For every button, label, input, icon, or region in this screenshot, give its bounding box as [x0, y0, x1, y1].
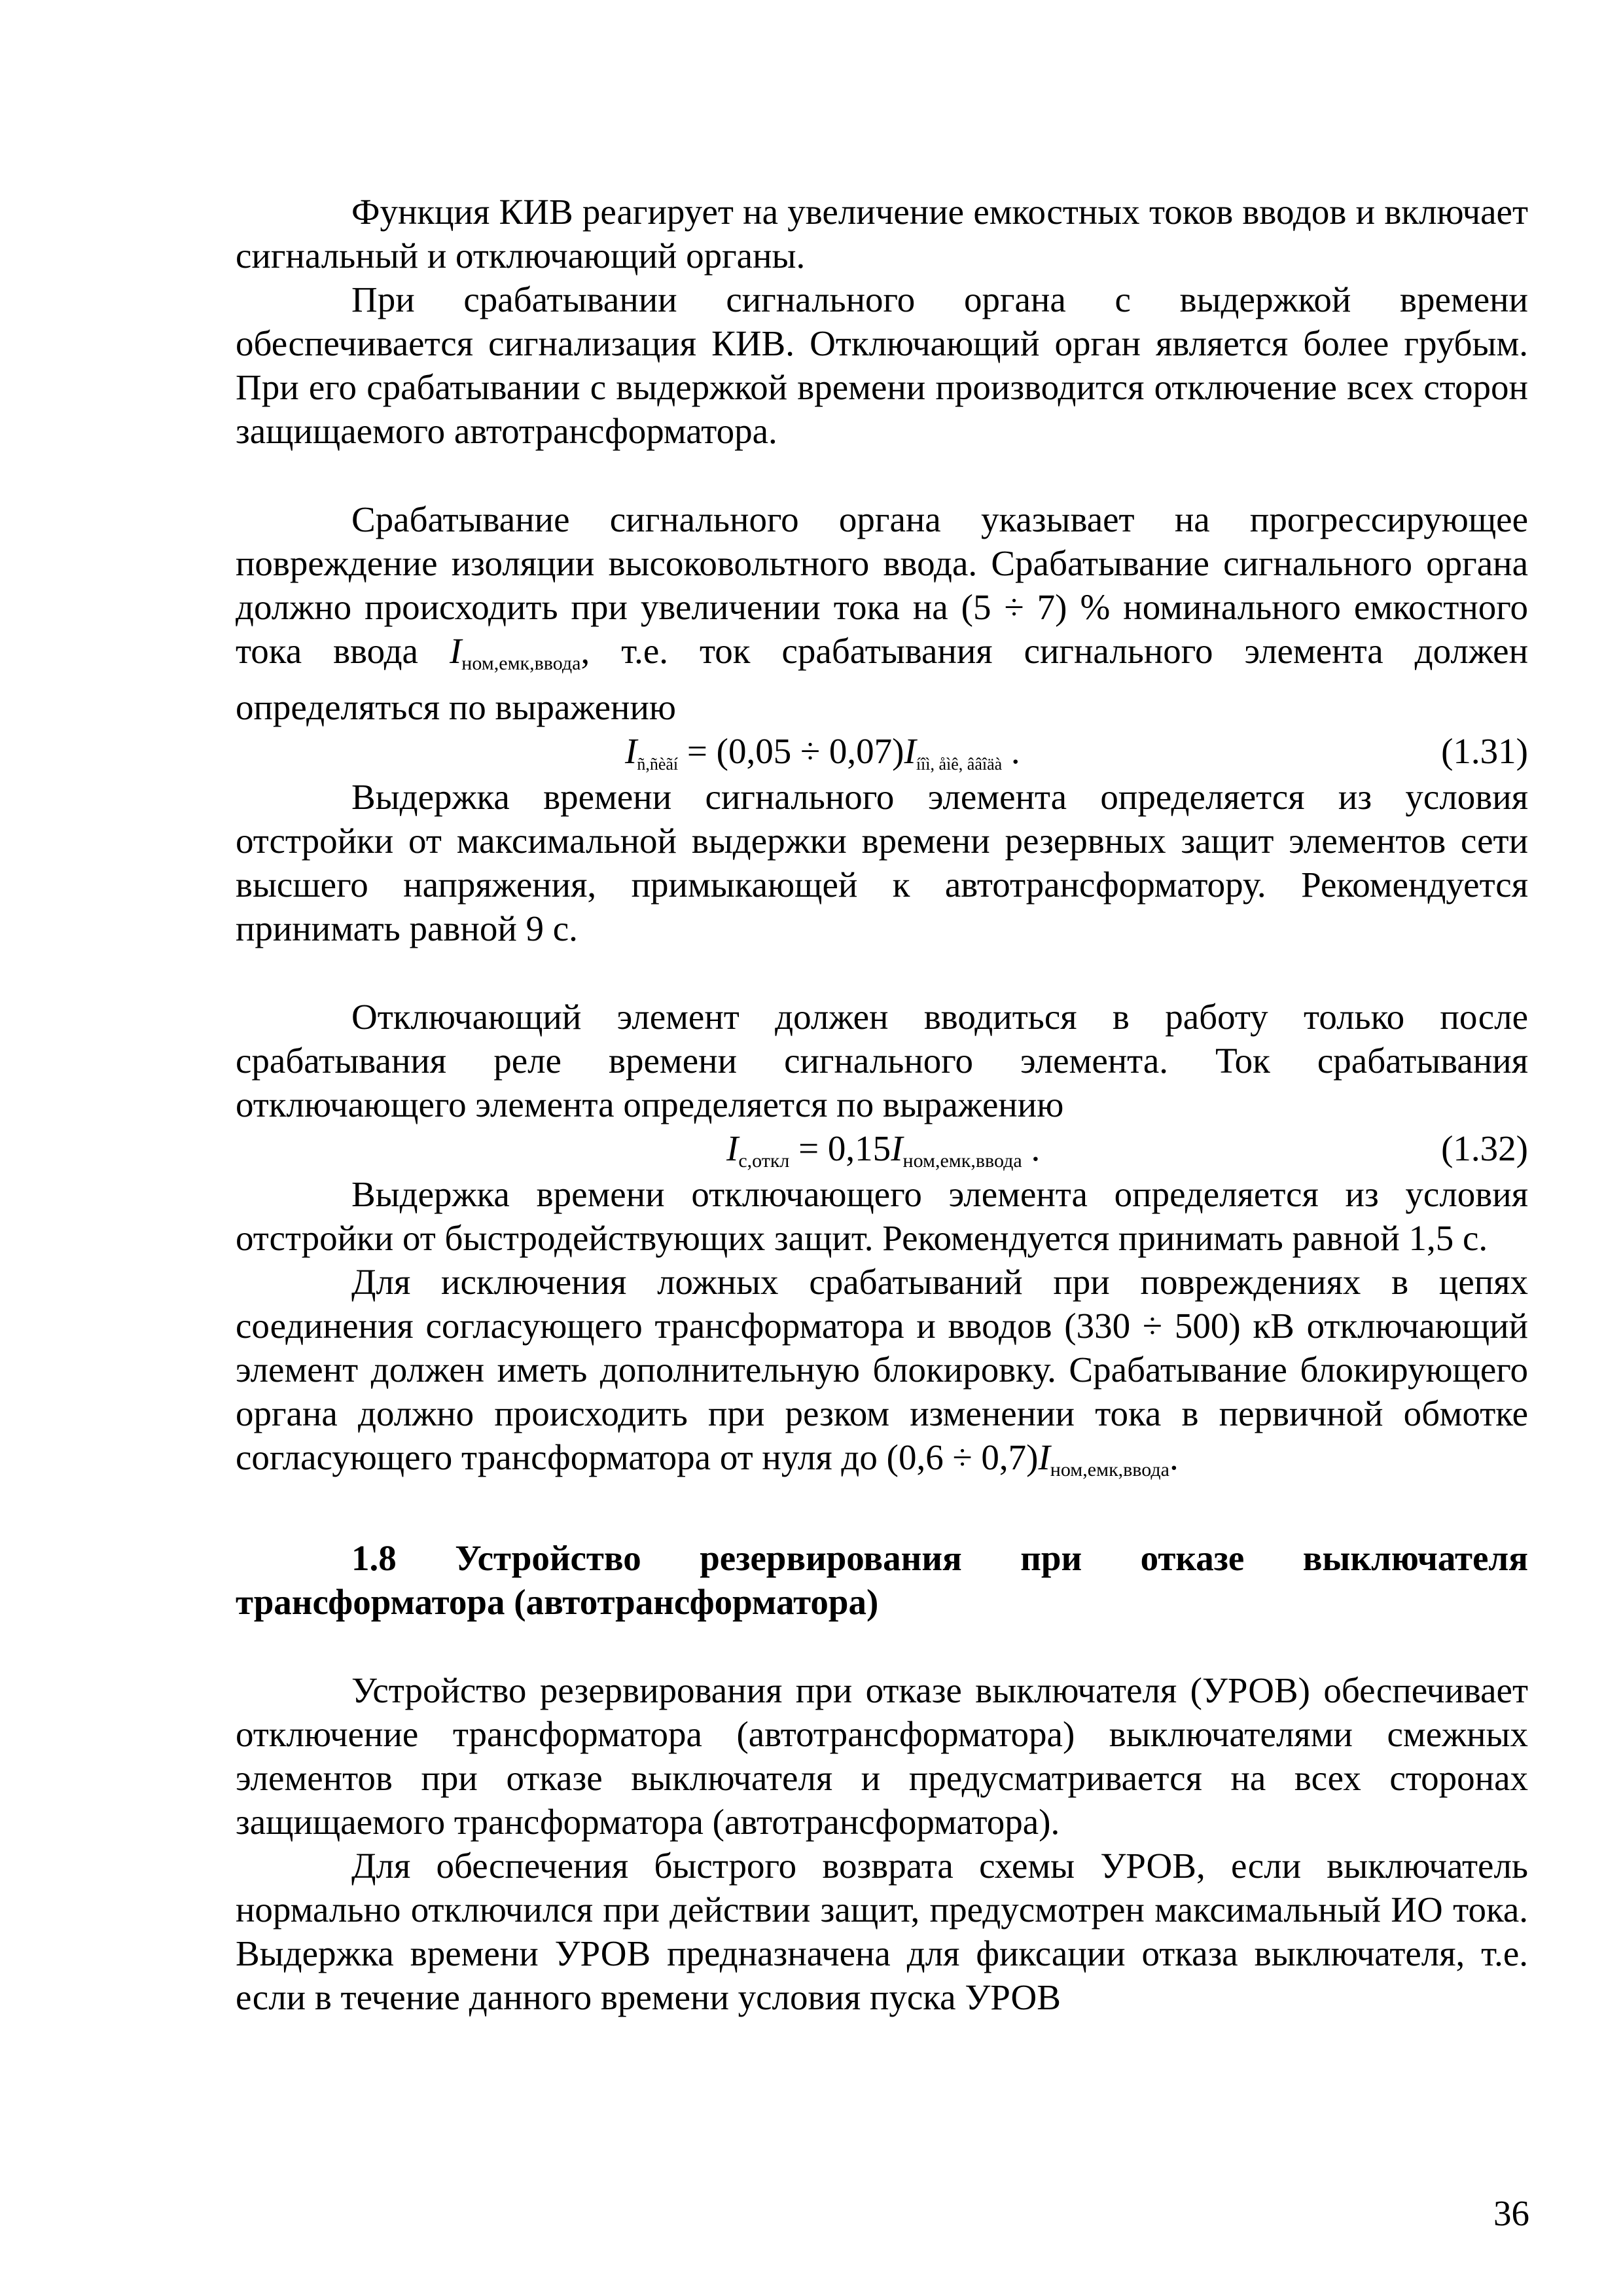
formula-1-31-body: [625, 729, 1020, 786]
paragraph-blocking-text: Для исключения ложных срабатываний при повреждениях в цепях соединения согласующего трансформатора и вводов (330 ÷ 500) кВ отключающий элемент должен иметь дополнительную блокировку. Срабатывание блокирующего органа должно происходить при резком изменении тока в первичной обмотке согласующего трансформатора от нуля до (0,6 ÷ 0,7): [236, 1262, 1528, 1477]
formula-middle: = 0,15: [789, 1128, 891, 1168]
formula-rhs-symbol: I: [904, 731, 916, 771]
current-symbol: I: [449, 631, 462, 671]
formula-number: (1.31): [1441, 731, 1528, 771]
paragraph-signal-delay: Выдержка времени сигнального элемента определяется из условия отстройки от максимальной выдержки времени резервных защит элементов сети высшего напряжения, примыкающей к автотрансформатору. Рекомендуется принимать равной 9 с.: [236, 777, 1528, 948]
formula-lhs-symbol: I: [726, 1128, 739, 1168]
page-body: [236, 190, 1528, 2019]
spacer: [236, 453, 1528, 497]
formula-end: .: [1002, 731, 1020, 771]
paragraph-trip-element: Отключающий элемент должен вводиться в работу только после срабатывания реле времени сигнального элемента. Ток срабатывания отключающего элемента определяется по выражению: [236, 997, 1528, 1124]
spacer: [236, 950, 1528, 995]
formula-middle: = (0,05 ÷ 0,07): [678, 731, 904, 771]
current-subscript: ном,емк,ввода: [461, 653, 581, 674]
current-subscript: ном,емк,ввода: [1050, 1459, 1169, 1480]
formula-1-32: [236, 1126, 1528, 1172]
paragraph-kiv-function: Функция КИВ реагирует на увеличение емкостных токов вводов и включает сигнальный и отключающий органы.: [236, 192, 1528, 276]
spacer: [236, 1624, 1528, 1668]
formula-rhs-symbol: I: [891, 1128, 903, 1168]
formula-lhs-subscript: ñ,ñèãí: [637, 755, 679, 774]
formula-lhs-symbol: I: [625, 731, 637, 771]
paragraph-signal-threshold-tail: , т.е. ток срабатывания сигнального элемента должен определяться по выражению: [236, 631, 1528, 727]
formula-1-31: [236, 729, 1528, 775]
formula-number: (1.32): [1441, 1128, 1528, 1168]
section-heading: 1.8 Устройство резервирования при отказе выключателя трансформатора (автотрансформатора): [236, 1538, 1528, 1622]
paragraph-signal-threshold: [236, 497, 1528, 729]
formula-rhs-subscript: ном,емк,ввода: [902, 1150, 1022, 1172]
paragraph-urov-reset: Для обеспечения быстрого возврата схемы УРОВ, если выключатель нормально отключился при действии защит, предусмотрен максимальный ИО тока. Выдержка времени УРОВ предназначена для фиксации отказа выключателя, т.е. если в течение данного времени условия пуска УРОВ: [236, 1846, 1528, 2017]
page-number: 36: [1493, 2193, 1529, 2233]
paragraph-blocking: [236, 1260, 1528, 1492]
formula-rhs-subscript: íîì, åìê, ââîäà: [916, 755, 1003, 774]
spacer: [236, 1492, 1528, 1536]
paragraph-trip-delay: Выдержка времени отключающего элемента определяется из условия отстройки от быстродействующих защит. Рекомендуется принимать равной 1,5 с.: [236, 1174, 1528, 1258]
formula-1-32-body: [726, 1126, 1040, 1183]
current-symbol: I: [1038, 1437, 1050, 1477]
paragraph-signal-organ: При срабатывании сигнального органа с выдержкой времени обеспечивается сигнализация КИВ. Отключающий орган является более грубым. При его срабатывании с выдержкой времени производится отключение всех сторон защищаемого автотрансформатора.: [236, 279, 1528, 451]
formula-end: .: [1022, 1128, 1041, 1168]
paragraph-blocking-end: .: [1169, 1437, 1179, 1477]
formula-lhs-subscript: с,откл: [738, 1150, 790, 1172]
paragraph-urov-definition: Устройство резервирования при отказе выключателя (УРОВ) обеспечивает отключение трансформатора (автотрансформатора) выключателями смежных элементов при отказе выключателя и предусматривается на всех сторонах защищаемого трансформатора (автотрансформатора).: [236, 1670, 1528, 1842]
paragraph-signal-threshold-text: Срабатывание сигнального органа указывает на прогрессирующее повреждение изоляции высоковольтного ввода. Срабатывание сигнального органа должно происходить при увеличении тока на (5 ÷ 7) % номинального емкостного тока ввода: [236, 499, 1528, 671]
